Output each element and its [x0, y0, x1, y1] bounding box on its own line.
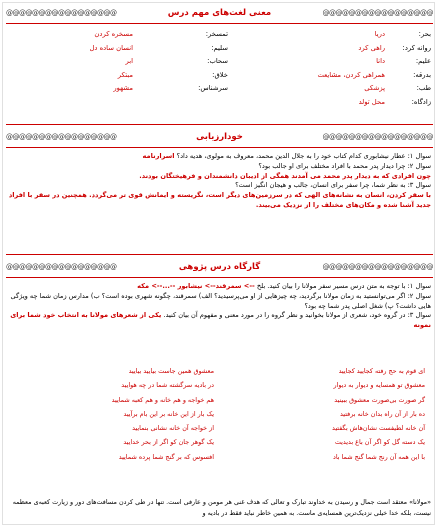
poem-right-column	[225, 364, 425, 464]
poem-line: در بادیه سرگشته شما در چه هوایید	[121, 381, 214, 390]
poem-line: گر صورت بی‌صورت معشوق ببینید	[334, 395, 425, 404]
banner-pattern-right: @@@@@@@@@@@@@@@@@	[322, 9, 433, 17]
poem-line: یک گوهر جان کو اگر از بحر خدایید	[123, 438, 214, 447]
vocab-term: طب:	[416, 84, 431, 92]
vocab-title: معنی لغت‌های مهم درس	[167, 8, 272, 18]
vocab-term: خلاق:	[212, 70, 228, 79]
poem-line: یک دسته گل کو اگر آن باغ بدیدیت	[334, 438, 425, 447]
vocab-meaning: دریا	[374, 30, 385, 38]
self-eval-title: خودارزیابی	[196, 132, 243, 142]
vocab-meaning: مشهور	[113, 84, 133, 92]
self-eval-q1: سوال ۱: عطار نیشابوری کدام کتاب خود را به جلال الدین محمد، معروف به مولوی، هدیه داد؟ اسرارنامه	[142, 152, 431, 160]
research-q2: سوال ۲: اگر می‌توانستید به زمان مولانا برگردید، چه چیزهایی از او می‌پرسیدید؟ الف) سمرقند، چگونه شهری بوده است؟ ب) مدارس زمان شما چه ویژگی هایی داشت؟ پ) شغل اصلی پدر شما چه بود؟	[10, 291, 431, 310]
vocab-meaning: همراهی کردن، مشایعت	[317, 70, 385, 79]
vocab-term: بحر:	[418, 30, 431, 38]
poem-line: ای قوم به حج رفته کجایید کجایید	[338, 367, 425, 375]
research-title: گارگاه درس پژوهی	[178, 262, 261, 272]
poem-line: افسوس که بر گنج شما پرده شمایید	[118, 452, 214, 461]
poem-left-column	[14, 364, 214, 464]
banner-pattern-left: @@@@@@@@@@@@@@@@@	[6, 133, 117, 141]
vocab-meaning: راهی کرد	[358, 43, 385, 52]
divider	[6, 277, 433, 278]
poem-line: آن خانه لطیفست نشان‌هاش بگفتید	[331, 424, 425, 433]
vocab-banner	[6, 6, 433, 20]
vocab-term: علیم:	[415, 57, 431, 65]
self-eval-a3: با سفر کردن، انسان به نشانه‌های الهی که در سرزمین‌های دیگر است، نگریسته و ایمانش قوی تر می‌گردد. همچنین در سفر با افراد جدید آشنا شده و مکان‌های مختلف را از نزدیک می‌بیند.	[8, 191, 431, 209]
research-content	[8, 282, 431, 331]
poem-line: یک بار از این خانه بر این بام برآیید	[123, 409, 214, 418]
vocab-term: سرشناس:	[198, 84, 228, 92]
divider	[6, 254, 433, 255]
poem-line: معشوق تو همسایه و دیوار به دیوار	[333, 381, 425, 390]
self-eval-content	[8, 152, 431, 211]
banner-pattern-right: @@@@@@@@@@@@@@@@@	[322, 133, 433, 141]
banner-pattern-left: @@@@@@@@@@@@@@@@@	[6, 263, 117, 271]
poem-line: با این همه آن رنج شما گنج شما باد	[332, 452, 425, 461]
banner-pattern-left: @@@@@@@@@@@@@@@@@	[6, 9, 117, 17]
vocab-meaning: ابر	[125, 57, 133, 65]
vocab-term: سلیم:	[211, 43, 228, 52]
vocab-grid	[6, 30, 433, 110]
vocab-term: تمسخر:	[205, 30, 228, 38]
poem-line: معشوق همین جاست بیایید بیایید	[128, 367, 214, 375]
self-eval-q3: سوال ۳: به نظر شما، چرا سفر برای انسان، جالب و هیجان انگیز است؟	[235, 181, 431, 190]
vocab-meaning: دانا	[376, 57, 385, 65]
poem-line: هم خواجه و هم خانه و هم کعبه شمایید	[111, 395, 214, 404]
vocab-term: سحاب:	[207, 57, 228, 65]
vocab-term: زادگاه:	[411, 97, 431, 106]
self-eval-banner	[6, 130, 433, 144]
divider	[6, 147, 433, 148]
banner-pattern-right: @@@@@@@@@@@@@@@@@	[322, 263, 433, 271]
vocab-meaning: انسان ساده دل	[89, 43, 133, 52]
vocab-term: روانه کرد:	[402, 43, 431, 52]
closing-paragraph: «مولانا» معتقد است جمال و رسیدن به خداوند تبارک و تعالی که هدف غنی هر مومن و عارفی است. تنها در طی کردن مسافت‌های دور و زیارت کعبه‌ی معظمه نیست، بلکه خدا خیلی نزدیک‌ترین همسایه‌ی ماست. به همین خاطر نباید فقط در بادیه و	[12, 498, 431, 517]
research-q3: سوال ۳: در گروه خود، شعری از مولانا بخوانید و نظر گروه را در مورد معنی و مفهوم آن بیان کنید. یکی از شعرهای مولانا به انتخاب خود شما برای نمونه	[10, 311, 431, 330]
self-eval-a2: چون افرادی که به دیدار پدر محمد می آمدند همگی از ادیبان دانشمندان و فرهیختگان بودند.	[139, 171, 431, 180]
divider	[6, 23, 433, 24]
poem-line: از خواجه آن خانه نشانی بنمایید	[132, 424, 214, 433]
self-eval-q2: سوال ۲: چرا دیدار پدر محمد با افراد مختلف برای او جالب بود؟	[258, 161, 431, 170]
research-banner	[6, 260, 433, 274]
vocab-meaning: مبتکر	[117, 70, 133, 79]
poem-line: ده بار از آن راه بدان خانه برفتید	[339, 409, 425, 418]
vocab-term: بدرقه:	[413, 70, 431, 79]
divider	[6, 124, 433, 125]
vocab-meaning: مسخره کردن	[94, 30, 133, 38]
vocab-meaning: محل تولد	[358, 97, 385, 106]
vocab-meaning: پزشکی	[364, 84, 385, 92]
research-q1: سوال ۱: با توجه به متن درس مسیر سفر مولانا را بیان کنید. بلخ --> سمرقند--> نیشابور --...--> مکه	[137, 282, 431, 290]
